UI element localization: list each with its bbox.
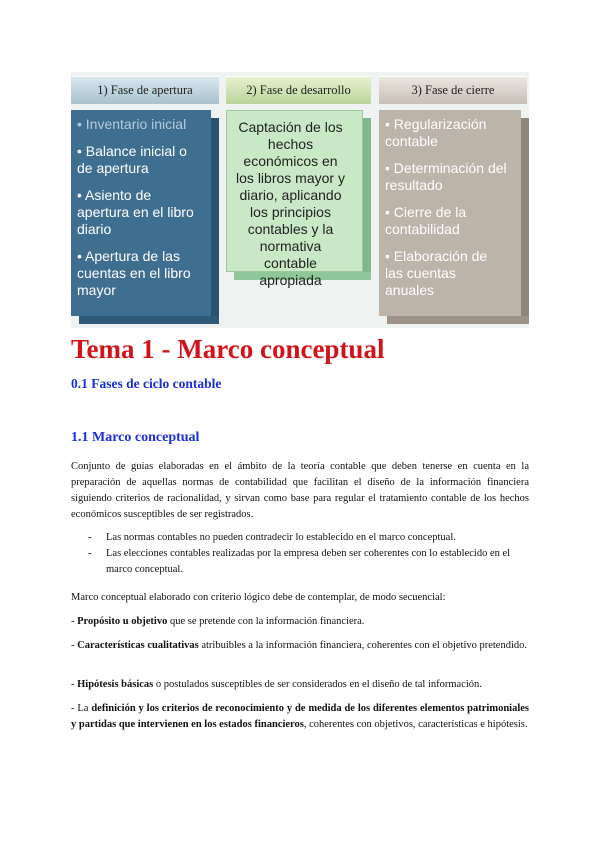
header-fase-desarrollo: 2) Fase de desarrollo <box>226 76 371 104</box>
bullet-list <box>88 530 529 578</box>
apertura-item: • Asiento de apertura en el libro diario <box>77 187 194 237</box>
page-title: Tema 1 - Marco conceptual <box>71 334 385 364</box>
apertura-item: • Balance inicial o de apertura <box>77 143 187 176</box>
item-prefix: - <box>71 679 78 690</box>
bullet-text: Las elecciones contables realizadas por la empresa deben ser coherentes con lo establecido en el marco conceptual. <box>106 548 511 575</box>
header-fase-apertura: 1) Fase de apertura <box>71 76 219 104</box>
item-text: , coherentes con objetivos, características e hipótesis. <box>303 719 528 730</box>
item-hipotesis <box>71 677 529 693</box>
desarrollo-text: Captación de los hechos económicos en los libros mayor y diario, aplicando los principios contables y la normativa contable apropiada <box>236 119 345 288</box>
marco-intro-paragraph: Marco conceptual elaborado con criterio lógico debe de contemplar, de modo secuencial: <box>71 592 446 603</box>
item-text: que se pretende con la información financiera. <box>167 616 365 627</box>
item-bold-term: Propósito u objetivo <box>77 616 168 627</box>
cierre-item: • Determinación del resultado <box>385 160 507 193</box>
item-caracteristicas <box>71 638 529 654</box>
bullet-marker: - <box>88 548 92 559</box>
item-prefix: - La <box>71 703 92 714</box>
cierre-item: • Regularización contable <box>385 116 487 149</box>
section-heading-0-1: 0.1 Fases de ciclo contable <box>71 376 222 391</box>
intro-paragraph: Conjunto de guías elaboradas en el ámbito de la teoría contable que deben tenerse en cuenta en la preparación de aquellas normas de contabilidad que facilitan el diseño de la información financiera siguiendo criterios de racionalidad, y sirvan como base para regular el tratamiento contable de los hechos económicos susceptibles de ser registrados. <box>71 461 529 520</box>
list-item <box>88 530 529 546</box>
item-definicion <box>71 701 529 733</box>
item-bold-term: Características cualitativas <box>77 640 199 651</box>
header-fase-cierre: 3) Fase de cierre <box>379 76 527 104</box>
bullet-text: Las normas contables no pueden contradecir lo establecido en el marco conceptual. <box>106 532 456 543</box>
bullet-marker: - <box>88 532 92 543</box>
list-item <box>88 546 529 578</box>
item-bold-term: definición y los criterios de reconocimiento y de medida de los diferentes elementos patrimoniales y partidas que intervienen en los estados financieros <box>71 703 529 730</box>
item-text: atribuibles a la información financiera, coherentes con el objetivo pretendido. <box>198 640 528 651</box>
item-prefix: - <box>71 640 78 651</box>
cierre-list <box>385 116 507 309</box>
item-bold-term: Hipótesis básicas <box>77 679 154 690</box>
item-prefix: - <box>71 616 78 627</box>
box-fase-cierre <box>379 110 529 324</box>
item-text: o postulados susceptibles de ser considerados en el diseño de tal información. <box>153 679 482 690</box>
cierre-item: • Cierre de la contabilidad <box>385 204 467 237</box>
apertura-item: • Inventario inicial <box>77 116 187 132</box>
ciclo-contable-diagram <box>71 72 529 328</box>
apertura-item: • Apertura de las cuentas en el libro mayor <box>77 248 191 298</box>
apertura-list <box>77 116 197 309</box>
cierre-item: • Elaboración de las cuentas anuales <box>385 248 488 298</box>
item-proposito <box>71 614 529 630</box>
section-heading-1-1: 1.1 Marco conceptual <box>71 430 200 445</box>
box-fase-desarrollo <box>226 110 371 288</box>
box-fase-apertura <box>71 110 219 324</box>
